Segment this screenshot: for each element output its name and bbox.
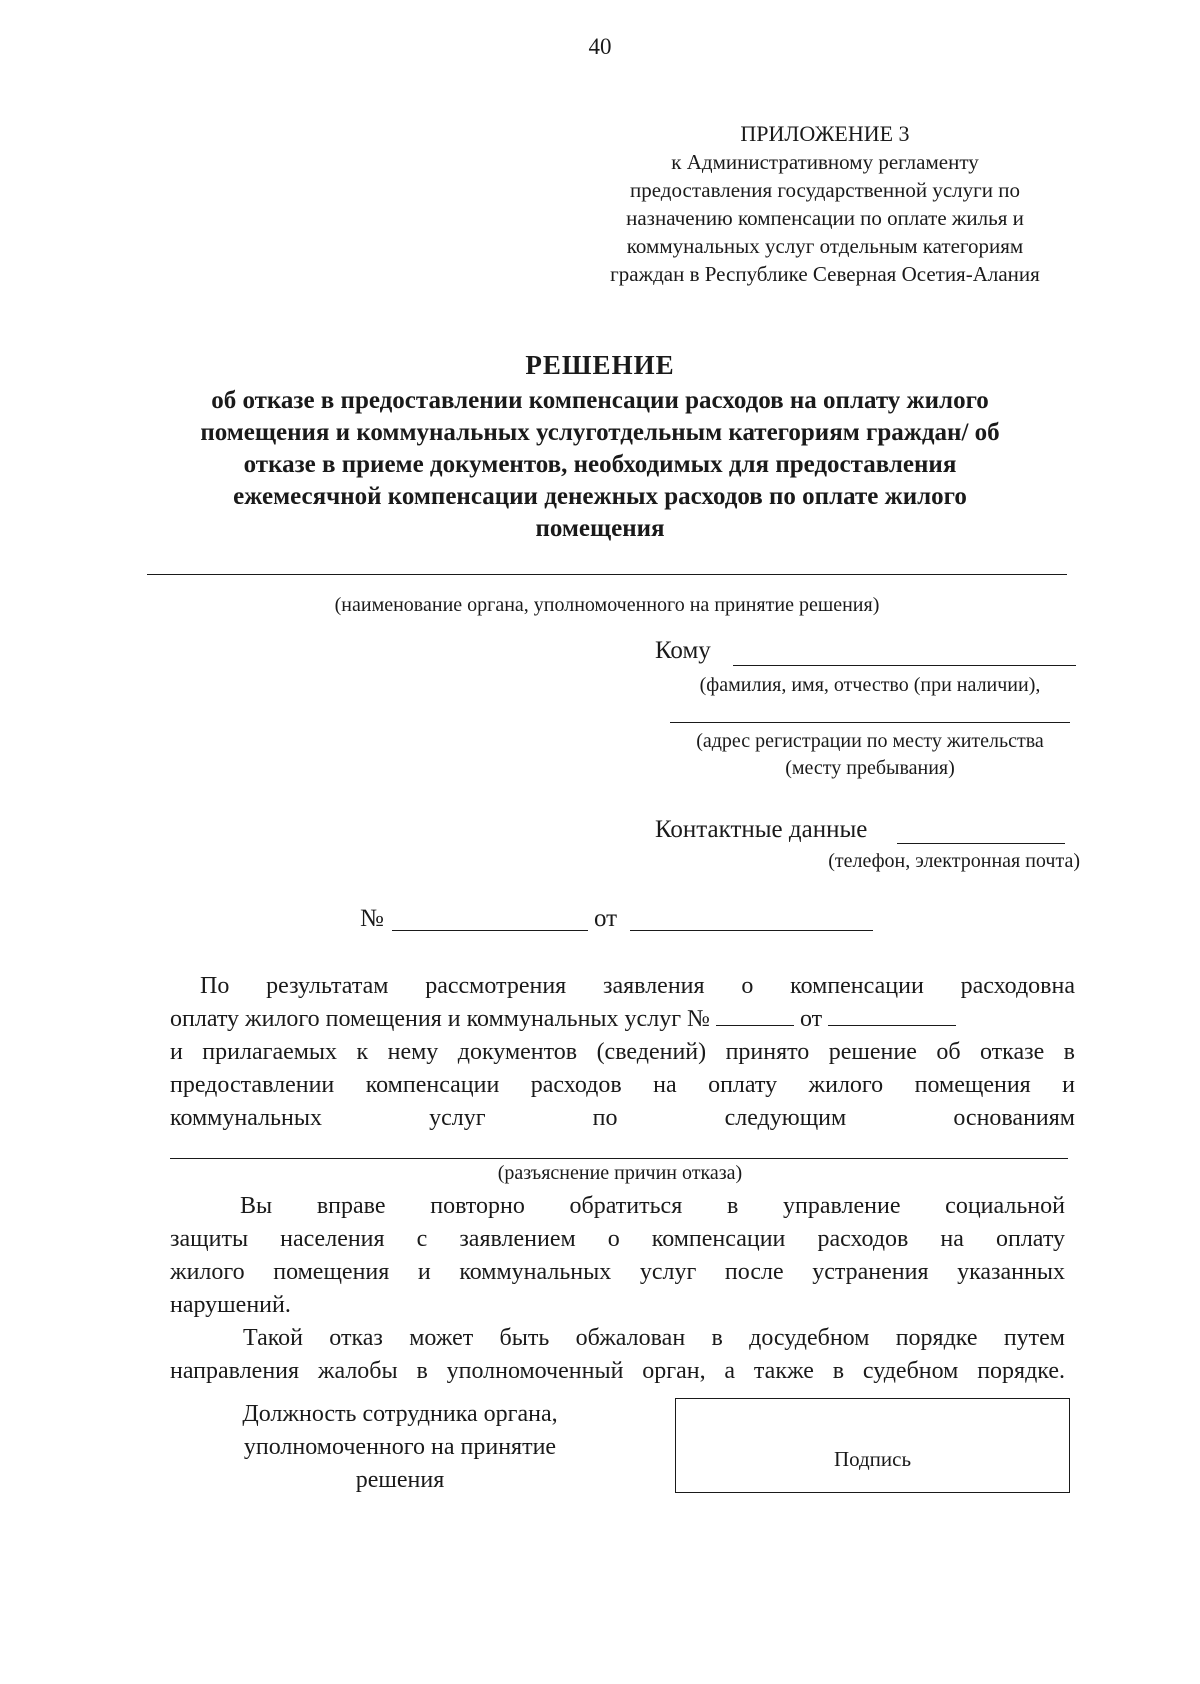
decision-date-field[interactable] [630,930,873,931]
decision-number-field[interactable] [392,930,588,931]
application-date-field[interactable] [828,1005,956,1026]
body-line: жилого помещения и коммунальных услуг после устранения указанных [170,1259,1065,1285]
body-line-from: от [799,1006,823,1032]
name-caption: (фамилия, имя, отчество (при наличии), [699,674,1041,696]
document-title-block [140,350,1060,545]
document-subtitle-line: ежемесячной компенсации денежных расходов по оплате жилого [233,483,967,510]
appendix-line: граждан в Республике Северная Осетия-Алания [610,262,1040,286]
body-line: и прилагаемых к нему документов (сведений) принято решение об отказе в [170,1039,1075,1065]
organ-name-line [147,574,1067,575]
address-caption: (адрес регистрации по месту жительства [696,730,1044,752]
address-caption-continued: (месту пребывания) [785,757,955,779]
appendix-line: предоставления государственной услуги по [630,178,1020,202]
refusal-reasons-field[interactable] [170,1158,1068,1159]
reasons-caption: (разъяснение причин отказа) [497,1162,743,1184]
body-line: защиты населения с заявлением о компенсации расходов на оплату [170,1226,1065,1252]
body-line: Вы вправе повторно обратиться в управление социальной [240,1193,1065,1219]
body-line: нарушений. [170,1292,291,1318]
page-number: 40 [588,34,612,59]
appendix-header [560,120,1090,288]
official-position [200,1398,600,1497]
contacts-field[interactable] [897,843,1065,844]
recipient-address-field[interactable] [670,722,1070,723]
application-number-field[interactable] [716,1005,794,1026]
number-label: № [360,905,384,932]
appendix-line: коммунальных услуг отдельным категориям [626,234,1024,258]
document-subtitle-line: об отказе в предоставлении компенсации расходов на оплату жилого [211,387,989,414]
body-line: направления жалобы в уполномоченный орган, а также в судебном порядке. [170,1358,1065,1384]
recipient-name-field[interactable] [733,665,1076,666]
body-line-text: оплату жилого помещения и коммунальных услуг № [170,1006,710,1032]
official-position-line: уполномоченного на принятие [243,1434,557,1460]
appendix-line: назначению компенсации по оплате жилья и [626,206,1024,230]
organ-name-caption: (наименование органа, уполномоченного на принятие решения) [334,594,880,616]
body-line: коммунальных услуг по следующим основаниям [170,1105,1075,1131]
appendix-line: к Административному регламенту [671,150,979,174]
signature-box[interactable] [675,1398,1070,1493]
appendix-heading: ПРИЛОЖЕНИЕ 3 [740,121,910,146]
document-title: РЕШЕНИЕ [525,350,675,380]
signature-label: Подпись [833,1447,912,1471]
date-from-label: от [594,905,618,932]
body-line [170,1003,1075,1036]
official-position-line: Должность сотрудника органа, [242,1401,558,1427]
official-position-line: решения [355,1467,445,1493]
document-subtitle-line: помещения [535,515,665,542]
body-line: По результатам рассмотрения заявления о компенсации расходовна [200,973,1075,999]
body-line: Такой отказ может быть обжалован в досудебном порядке путем [243,1325,1065,1351]
to-label: Кому [655,637,711,664]
document-subtitle-line: помещения и коммунальных услуготдельным категориям граждан/ об [200,419,1000,446]
document-subtitle-line: отказе в приеме документов, необходимых для предоставления [243,451,957,478]
contacts-caption: (телефон, электронная почта) [828,850,1080,872]
contacts-label: Контактные данные [655,816,868,843]
body-line: предоставлении компенсации расходов на оплату жилого помещения и [170,1072,1075,1098]
